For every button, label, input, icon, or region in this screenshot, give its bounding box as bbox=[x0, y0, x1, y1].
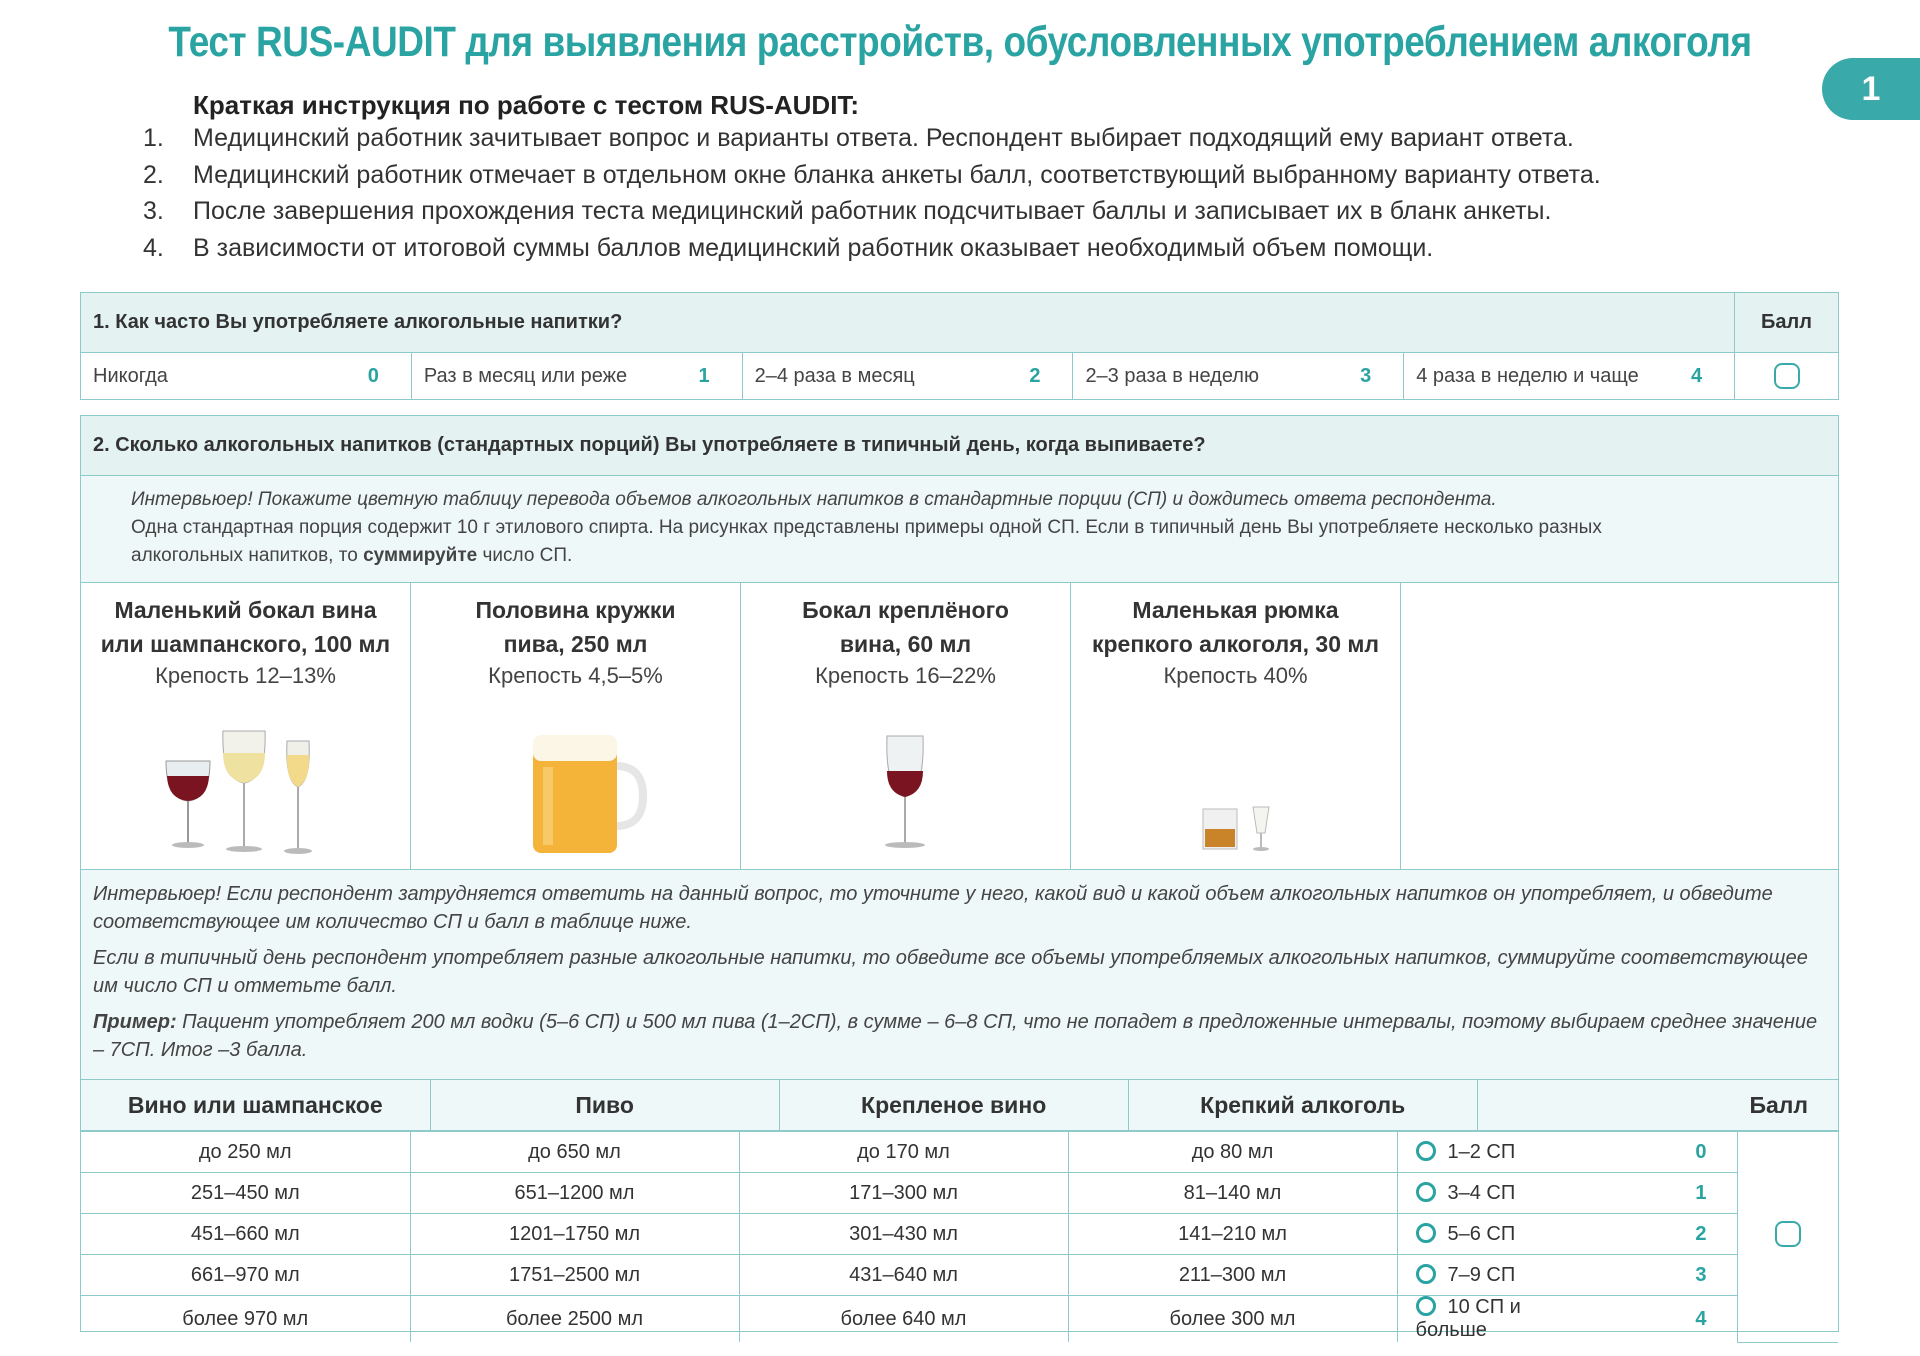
instruction-number: 1. bbox=[143, 124, 164, 152]
instruction-number: 3. bbox=[143, 197, 164, 225]
interviewer-note-italic: Интервьюер! Покажите цветную таблицу перевода объемов алкогольных напитков в стандартные порции (СП) и дождитесь ответа респондента. bbox=[131, 489, 1497, 510]
drink-name: Половина кружки пива, 250 мл bbox=[475, 597, 676, 657]
fortified-volume: 431–640 мл bbox=[739, 1255, 1068, 1296]
page-title: Тест RUS-AUDIT для выявления расстройств, обусловленных употреблением алкоголя bbox=[168, 18, 1752, 66]
strong-volume: 81–140 мл bbox=[1068, 1173, 1397, 1214]
shot-glasses-icon bbox=[1071, 721, 1400, 861]
drink-example-wine bbox=[81, 583, 411, 869]
standard-portion-examples bbox=[81, 583, 1838, 870]
answer-option[interactable] bbox=[81, 353, 412, 399]
option-score: 0 bbox=[367, 364, 379, 387]
example-label: Пример: bbox=[93, 1011, 177, 1033]
table-row bbox=[81, 1214, 1838, 1255]
beer-volume: 1201–1750 мл bbox=[410, 1214, 739, 1255]
table-header-row bbox=[81, 1080, 1838, 1131]
beer-volume: 1751–2500 мл bbox=[410, 1255, 739, 1296]
radio-icon[interactable] bbox=[1416, 1264, 1436, 1284]
option-label: 2–4 раза в месяц bbox=[754, 364, 915, 387]
option-label: 2–3 раза в неделю bbox=[1085, 364, 1259, 387]
instruction-item bbox=[143, 197, 1601, 234]
instruction-text: Медицинский работник отмечает в отдельном окне бланка анкеты балл, соответствующий выбранному варианту ответа. bbox=[193, 160, 1601, 189]
note-text: число СП. bbox=[477, 545, 573, 566]
fortified-wine-glass-icon bbox=[741, 721, 1070, 861]
table-row bbox=[81, 1173, 1838, 1214]
instruction-text: После завершения прохождения теста медицинский работник подсчитывает баллы и записывает их в бланк анкеты. bbox=[193, 197, 1552, 225]
strong-volume: более 300 мл bbox=[1068, 1296, 1397, 1343]
note-text: алкогольных напитков, то bbox=[131, 545, 364, 566]
beer-volume: до 650 мл bbox=[410, 1132, 739, 1173]
drink-strength: Крепость 16–22% bbox=[815, 663, 996, 688]
answer-option[interactable] bbox=[412, 353, 743, 399]
option-label: Никогда bbox=[93, 364, 168, 387]
instruction-item bbox=[143, 234, 1601, 271]
interviewer-hint: Если в типичный день респондент употребляет разные алкогольные напитки, то обведите все объемы употребляемых алкогольных напитков, суммируйте соответствующее им число СП и отметьте балл. bbox=[93, 947, 1808, 997]
example-note bbox=[93, 1008, 1826, 1064]
column-header: Пиво bbox=[430, 1080, 779, 1131]
answer-option[interactable] bbox=[1073, 353, 1404, 399]
drink-name: Маленькая рюмка крепкого алкоголя, 30 мл bbox=[1091, 597, 1380, 657]
wine-volume: до 250 мл bbox=[81, 1132, 410, 1173]
sp-score: 0 bbox=[1597, 1132, 1737, 1173]
fortified-volume: более 640 мл bbox=[739, 1296, 1068, 1343]
standard-portion-note: Одна стандартная порция содержит 10 г этилового спирта. На рисунках представлены примеры одной СП. Если в типичный день Вы употребляете несколько разных bbox=[131, 517, 1602, 538]
drink-strength: Крепость 40% bbox=[1163, 663, 1308, 688]
volume-rows-table bbox=[81, 1131, 1838, 1343]
wine-glasses-icon bbox=[81, 721, 410, 861]
sp-score: 4 bbox=[1597, 1296, 1737, 1343]
instruction-text: Медицинский работник зачитывает вопрос и варианты ответа. Респондент выбирает подходящий ему вариант ответа. bbox=[193, 124, 1574, 152]
sp-option[interactable]: 10 СП и больше bbox=[1397, 1296, 1597, 1343]
question-1-header bbox=[81, 293, 1838, 353]
option-label: Раз в месяц или реже bbox=[423, 364, 628, 387]
instruction-number: 2. bbox=[143, 160, 164, 189]
column-header: Крепленое вино bbox=[779, 1080, 1128, 1131]
option-score: 3 bbox=[1360, 364, 1372, 387]
page-number-badge: 1 bbox=[1822, 58, 1920, 120]
question-2-header bbox=[81, 416, 1838, 476]
radio-icon[interactable] bbox=[1416, 1223, 1436, 1243]
column-header: Вино или шампанское bbox=[81, 1080, 430, 1131]
standard-portion-note-cont bbox=[131, 542, 1838, 570]
answer-option[interactable] bbox=[743, 353, 1074, 399]
option-score: 1 bbox=[698, 364, 710, 387]
volume-conversion-table bbox=[81, 1080, 1838, 1131]
drink-strength: Крепость 4,5–5% bbox=[488, 663, 663, 688]
interviewer-note bbox=[81, 476, 1838, 583]
beer-volume: более 2500 мл bbox=[410, 1296, 739, 1343]
drink-name: Бокал креплёного вина, 60 мл bbox=[802, 597, 1009, 657]
score-column-label: Балл bbox=[1734, 293, 1838, 352]
beer-mug-icon bbox=[411, 721, 740, 861]
column-header: Балл bbox=[1477, 1080, 1838, 1131]
table-row bbox=[81, 1296, 1838, 1343]
wine-volume: 251–450 мл bbox=[81, 1173, 410, 1214]
sp-option[interactable]: 1–2 СП bbox=[1397, 1132, 1597, 1173]
option-score: 4 bbox=[1690, 364, 1703, 387]
option-label: 4 раза в неделю и чаще bbox=[1416, 364, 1639, 387]
column-header: Крепкий алкоголь bbox=[1128, 1080, 1477, 1131]
sp-score: 3 bbox=[1597, 1255, 1737, 1296]
question-1-text: 1. Как часто Вы употребляете алкогольные напитки? bbox=[93, 311, 623, 333]
drink-example-fortified-wine bbox=[741, 583, 1071, 869]
sp-score: 1 bbox=[1597, 1173, 1737, 1214]
strong-volume: 141–210 мл bbox=[1068, 1214, 1397, 1255]
score-cell bbox=[1737, 1132, 1838, 1343]
instruction-number: 4. bbox=[143, 233, 164, 262]
fortified-volume: 171–300 мл bbox=[739, 1173, 1068, 1214]
radio-icon[interactable] bbox=[1416, 1182, 1436, 1202]
strong-volume: 211–300 мл bbox=[1068, 1255, 1397, 1296]
fortified-volume: 301–430 мл bbox=[739, 1214, 1068, 1255]
question-2-block bbox=[80, 415, 1839, 1341]
sp-option[interactable]: 7–9 СП bbox=[1397, 1255, 1597, 1296]
drink-example-beer bbox=[411, 583, 741, 869]
question-2-text: 2. Сколько алкогольных напитков (стандартных порций) Вы употребляете в типичный день, когда выпиваете? bbox=[93, 434, 1206, 456]
interviewer-hint: Интервьюер! Если респондент затрудняется ответить на данный вопрос, то уточните у него, какой вид и какой объем алкогольных напитков он употребляет, и обведите соответствующее им количество СП и балл в таблице ниже. bbox=[93, 883, 1773, 933]
drink-strength: Крепость 12–13% bbox=[155, 663, 336, 688]
example-text: Пациент употребляет 200 мл водки (5–6 СП) и 500 мл пива (1–2СП), в сумме – 6–8 СП, что не попадет в предложенные интервалы, поэтому выбираем среднее значение – 7СП. Итог –3 балла. bbox=[93, 1011, 1818, 1061]
instructions-heading: Краткая инструкция по работе с тестом RUS-AUDIT: bbox=[193, 90, 860, 120]
note-bold: суммируйте bbox=[363, 545, 478, 566]
instructions-list bbox=[143, 124, 1601, 270]
table-row bbox=[81, 1255, 1838, 1296]
interviewer-hints bbox=[81, 870, 1838, 1080]
table-row bbox=[81, 1132, 1838, 1173]
wine-volume: 661–970 мл bbox=[81, 1255, 410, 1296]
option-score: 2 bbox=[1029, 364, 1041, 387]
instruction-item bbox=[143, 124, 1601, 161]
drink-name: Маленький бокал вина или шампанского, 100 мл bbox=[100, 597, 391, 657]
score-checkbox[interactable] bbox=[1774, 363, 1800, 389]
question-1-options bbox=[81, 353, 1838, 399]
radio-icon[interactable] bbox=[1416, 1296, 1436, 1316]
answer-option[interactable] bbox=[1404, 353, 1735, 399]
wine-volume: 451–660 мл bbox=[81, 1214, 410, 1255]
drink-example-empty bbox=[1401, 583, 1838, 869]
question-1-block bbox=[80, 292, 1839, 400]
score-checkbox[interactable] bbox=[1775, 1221, 1801, 1247]
wine-volume: более 970 мл bbox=[81, 1296, 410, 1343]
sp-option[interactable]: 3–4 СП bbox=[1397, 1173, 1597, 1214]
instruction-item bbox=[143, 161, 1601, 198]
radio-icon[interactable] bbox=[1416, 1141, 1436, 1161]
drink-example-spirits bbox=[1071, 583, 1401, 869]
sp-option[interactable]: 5–6 СП bbox=[1397, 1214, 1597, 1255]
strong-volume: до 80 мл bbox=[1068, 1132, 1397, 1173]
fortified-volume: до 170 мл bbox=[739, 1132, 1068, 1173]
instruction-text: В зависимости от итоговой суммы баллов медицинский работник оказывает необходимый объем помощи. bbox=[193, 233, 1434, 262]
sp-score: 2 bbox=[1597, 1214, 1737, 1255]
beer-volume: 651–1200 мл bbox=[410, 1173, 739, 1214]
